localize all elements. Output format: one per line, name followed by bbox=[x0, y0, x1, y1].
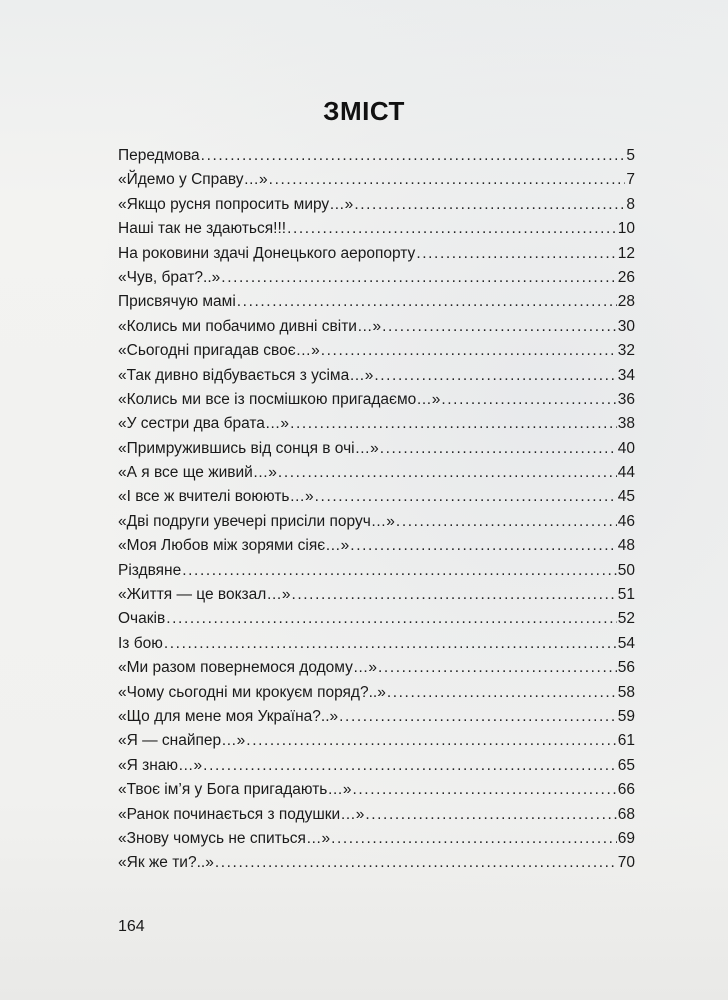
toc-entry-title: «Колись ми все із посмішкою пригадаємо…» bbox=[118, 390, 441, 408]
toc-entry-page: 45 bbox=[617, 488, 635, 506]
toc-entry-title: «У сестри два брата…» bbox=[118, 415, 290, 433]
toc-entry-title: Різдвяне bbox=[118, 561, 182, 579]
page-title: ЗМІСТ bbox=[323, 96, 405, 126]
toc-entry-page: 61 bbox=[617, 732, 635, 750]
toc-entry-page: 28 bbox=[617, 293, 635, 311]
toc-entry-title: «І все ж вчителі воюють…» bbox=[118, 488, 314, 506]
toc-entry-title: На роковини здачі Донецького аеропорту bbox=[118, 244, 416, 262]
toc-entry-title: «Сьогодні пригадав своє…» bbox=[118, 342, 320, 360]
toc-entry-title: Передмова bbox=[118, 147, 200, 164]
toc-entry bbox=[118, 534, 635, 558]
toc-entry bbox=[118, 290, 635, 314]
toc-entry bbox=[118, 168, 635, 192]
toc-entry bbox=[118, 729, 635, 753]
toc-entry bbox=[118, 266, 635, 290]
toc-entry-page: 51 bbox=[617, 586, 635, 604]
toc-entry bbox=[118, 827, 635, 851]
dot-leader bbox=[380, 437, 617, 461]
toc-entry-page: 32 bbox=[617, 342, 635, 360]
toc-entry-title: «Що для мене моя Україна?..» bbox=[118, 707, 339, 725]
dot-leader bbox=[166, 607, 617, 631]
toc-entry bbox=[118, 803, 635, 827]
toc-entry-title: «Моя Любов між зорями сіяє…» bbox=[118, 537, 350, 555]
dot-leader bbox=[269, 168, 626, 192]
toc-entry-page: 59 bbox=[617, 707, 635, 725]
dot-leader bbox=[278, 461, 617, 485]
toc-entry bbox=[118, 339, 635, 363]
toc-entry bbox=[118, 364, 635, 388]
dot-leader bbox=[287, 217, 617, 241]
dot-leader bbox=[315, 485, 617, 509]
toc-entry-title: «Ранок починається з подушки…» bbox=[118, 805, 365, 823]
dot-leader bbox=[387, 681, 617, 705]
toc-entry-title: «Йдемо у Справу…» bbox=[118, 171, 268, 189]
toc-entry-page: 36 bbox=[617, 390, 635, 408]
toc-entry bbox=[118, 412, 635, 436]
dot-leader bbox=[416, 242, 616, 266]
toc-entry-page: 10 bbox=[617, 220, 635, 238]
toc-entry-title: Наші так не здаються!!! bbox=[118, 220, 287, 238]
toc-entry-page: 38 bbox=[617, 415, 635, 433]
toc-entry-page: 30 bbox=[617, 317, 635, 335]
toc-entry bbox=[118, 559, 635, 583]
dot-leader bbox=[378, 656, 617, 680]
toc-entry-page: 54 bbox=[617, 634, 635, 652]
toc-entry-title: «Твоє ім’я у Бога пригадають…» bbox=[118, 781, 352, 799]
toc-entry bbox=[118, 583, 635, 607]
toc-entry bbox=[118, 485, 635, 509]
toc-entry bbox=[118, 632, 635, 656]
toc-entry-title: «А я все ще живий…» bbox=[118, 464, 277, 482]
toc-entry-title: Присвячую мамі bbox=[118, 293, 236, 311]
toc-entry-page: 26 bbox=[617, 268, 635, 286]
dot-leader bbox=[321, 339, 617, 363]
toc-entry bbox=[118, 315, 635, 339]
toc-entry bbox=[118, 851, 635, 875]
toc-entry bbox=[118, 461, 635, 485]
toc-entry bbox=[118, 656, 635, 680]
toc-entry-title: «Дві подруги увечері присіли поруч…» bbox=[118, 512, 395, 530]
toc-entry-page: 58 bbox=[617, 683, 635, 701]
toc-entry-page: 68 bbox=[617, 805, 635, 823]
dot-leader bbox=[237, 290, 617, 314]
toc-entry-page: 7 bbox=[626, 171, 635, 189]
toc-entry-page: 66 bbox=[617, 781, 635, 799]
dot-leader bbox=[182, 559, 617, 583]
toc-entry bbox=[118, 705, 635, 729]
toc-entry-title: «Життя — це вокзал…» bbox=[118, 586, 291, 604]
toc-entry-page: 50 bbox=[617, 561, 635, 579]
toc-entry bbox=[118, 778, 635, 802]
toc-entry-page: 5 bbox=[626, 147, 635, 164]
dot-leader bbox=[374, 364, 616, 388]
toc-entry-title: «Знову чомусь не спиться…» bbox=[118, 829, 331, 847]
toc-entry-title: «Якщо русня попросить миру…» bbox=[118, 195, 354, 213]
dot-leader bbox=[164, 632, 617, 656]
toc-entry-page: 70 bbox=[617, 854, 635, 872]
dot-leader bbox=[290, 412, 617, 436]
toc-entry-page: 69 bbox=[617, 829, 635, 847]
toc-entry-page: 34 bbox=[617, 366, 635, 384]
dot-leader bbox=[246, 729, 616, 753]
toc-entry-title: «Я — снайпер…» bbox=[118, 732, 246, 750]
toc-entry-title: Із бою bbox=[118, 634, 163, 652]
dot-leader bbox=[441, 388, 616, 412]
toc-entry-title: «Я знаю…» bbox=[118, 756, 203, 774]
dot-leader bbox=[352, 778, 616, 802]
toc-entry-page: 52 bbox=[617, 610, 635, 628]
toc-entry-title: «Так дивно відбувається з усіма…» bbox=[118, 366, 374, 384]
toc-entry-title: «Примружившись від сонця в очі…» bbox=[118, 439, 379, 457]
toc-entry bbox=[118, 754, 635, 778]
dot-leader bbox=[221, 266, 616, 290]
toc-entry-page: 65 bbox=[617, 756, 635, 774]
toc-entry-page: 56 bbox=[617, 659, 635, 677]
table-of-contents bbox=[118, 144, 635, 876]
toc-entry bbox=[118, 607, 635, 631]
dot-leader bbox=[215, 851, 617, 875]
toc-entry bbox=[118, 144, 635, 168]
toc-entry-title: «Як же ти?..» bbox=[118, 854, 214, 872]
toc-entry bbox=[118, 242, 635, 266]
dot-leader bbox=[365, 803, 616, 827]
toc-entry bbox=[118, 437, 635, 461]
toc-entry-page: 48 bbox=[617, 537, 635, 555]
toc-entry bbox=[118, 681, 635, 705]
toc-entry-page: 44 bbox=[617, 464, 635, 482]
dot-leader bbox=[331, 827, 617, 851]
dot-leader bbox=[291, 583, 616, 607]
toc-entry-page: 46 bbox=[617, 512, 635, 530]
toc-entry bbox=[118, 510, 635, 534]
toc-entry-page: 8 bbox=[626, 195, 635, 213]
toc-entry bbox=[118, 193, 635, 217]
dot-leader bbox=[350, 534, 616, 558]
toc-entry-page: 40 bbox=[617, 439, 635, 457]
toc-entry-title: «Ми разом повернемося додому…» bbox=[118, 659, 377, 677]
toc-entry bbox=[118, 388, 635, 412]
dot-leader bbox=[354, 193, 625, 217]
page-number: 164 bbox=[118, 918, 145, 935]
toc-entry bbox=[118, 217, 635, 241]
toc-entry-page: 12 bbox=[617, 244, 635, 262]
toc-entry-title: «Чув, брат?..» bbox=[118, 268, 221, 286]
dot-leader bbox=[201, 144, 626, 168]
dot-leader bbox=[396, 510, 617, 534]
toc-entry-title: «Колись ми побачимо дивні світи…» bbox=[118, 317, 382, 335]
dot-leader bbox=[339, 705, 617, 729]
dot-leader bbox=[203, 754, 617, 778]
toc-entry-title: Очаків bbox=[118, 610, 166, 628]
dot-leader bbox=[382, 315, 617, 339]
toc-entry-title: «Чому сьогодні ми крокуєм поряд?..» bbox=[118, 683, 386, 701]
